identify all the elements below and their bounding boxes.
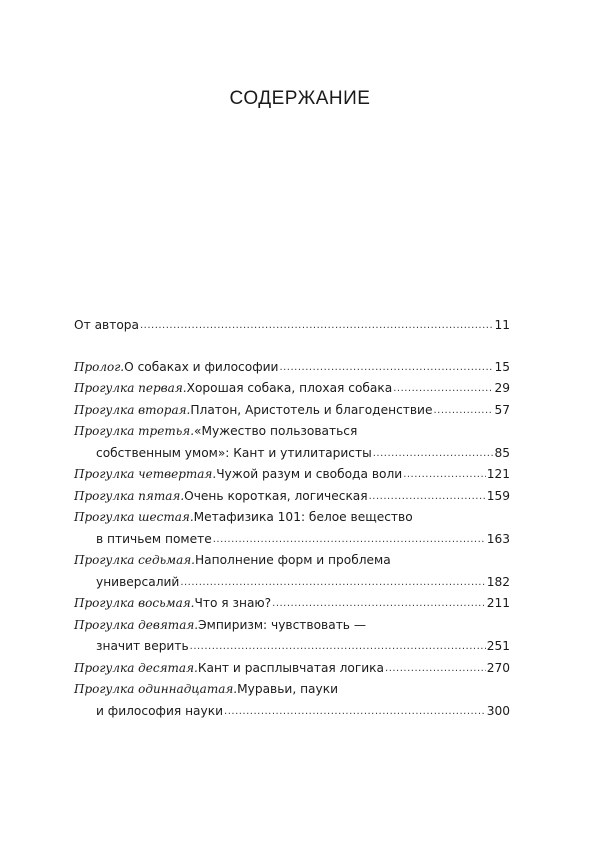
toc-line (74, 421, 510, 443)
toc-entry-walk-1 (74, 378, 510, 400)
toc-page-number: 57 (494, 402, 510, 417)
toc-entry-title: От автора (74, 318, 139, 332)
toc-entry-label: Прогулка десятая. (74, 660, 198, 675)
toc-entry-label: Пролог. (74, 359, 125, 374)
toc-page-number: 251 (486, 639, 510, 653)
toc-page-number: 159 (486, 488, 510, 503)
toc-entry-title: О собаках и философии (124, 359, 279, 374)
toc-entry-label: Прогулка одиннадцатая. (74, 682, 238, 696)
toc-page-number: 29 (494, 381, 510, 395)
toc-entry-walk-4 (74, 464, 510, 486)
toc-entry-title-continued: в птичьем помете (96, 531, 212, 546)
toc-entry-label: Прогулка третья. (74, 424, 195, 438)
toc-entry-walk-10 (74, 658, 510, 680)
toc-entry-title: Метафизика 101: белое вещество (193, 510, 413, 524)
toc-entry-label: Прогулка девятая. (74, 617, 199, 632)
toc-entry-label: Прогулка пятая. (74, 488, 185, 503)
page-title: СОДЕРЖАНИЕ (229, 88, 371, 109)
toc-entry-title-continued: значит верить (96, 639, 189, 653)
dot-leader (140, 315, 494, 337)
toc-line (74, 315, 510, 337)
toc-entry-walk-9 (74, 615, 510, 658)
toc-page-number: 15 (494, 359, 510, 374)
toc-entry-title: Кант и расплывчатая логика (197, 660, 385, 675)
dot-leader (393, 378, 493, 400)
toc-line-continued (74, 529, 510, 551)
dot-leader (385, 658, 486, 680)
dot-leader (279, 357, 493, 379)
toc-line (74, 400, 510, 422)
toc-line (74, 550, 510, 572)
toc-line (74, 507, 510, 529)
dot-leader (272, 593, 486, 615)
toc-entry-title: Что я знаю? (194, 596, 272, 610)
toc-entry-label: Прогулка четвертая. (74, 467, 217, 481)
toc-entry-title: Эмпиризм: чувствовать — (198, 617, 367, 632)
toc-line (74, 679, 510, 701)
toc-entry-title: Чужой разум и свобода воли (216, 467, 403, 481)
toc-entry-title: Муравьи, пауки (237, 682, 339, 696)
dot-leader (373, 443, 494, 465)
toc-entry-label: Прогулка шестая. (74, 510, 194, 524)
toc-line (74, 615, 510, 637)
toc-line (74, 486, 510, 508)
toc-entry-title: Платон, Аристотель и благоденствие (190, 402, 433, 417)
toc-entry-title: «Мужество пользоваться (194, 424, 358, 438)
toc-entry-walk-5 (74, 486, 510, 508)
dot-leader (190, 636, 486, 658)
toc-entry-title-continued: и философия науки (96, 703, 224, 718)
dot-leader (213, 529, 486, 551)
toc-entry-title: Очень короткая, логическая (184, 488, 368, 503)
toc-page-number: 11 (494, 318, 510, 332)
toc-page-number: 85 (494, 445, 510, 460)
toc-page-number: 270 (486, 660, 510, 675)
toc-line (74, 658, 510, 680)
toc-page-number: 182 (486, 574, 510, 589)
toc-line-continued (74, 572, 510, 594)
dot-leader (224, 701, 486, 723)
toc-line-continued (74, 701, 510, 723)
table-of-contents (74, 315, 510, 722)
toc-line-continued (74, 443, 510, 465)
toc-line-continued (74, 636, 510, 658)
toc-entry-author (74, 315, 510, 337)
toc-entry-walk-6 (74, 507, 510, 550)
toc-entry-label: Прогулка вторая. (74, 402, 191, 417)
toc-entry-walk-7 (74, 550, 510, 593)
toc-entry-walk-3 (74, 421, 510, 464)
dot-leader (369, 486, 486, 508)
dot-leader (403, 464, 486, 486)
toc-entry-walk-11 (74, 679, 510, 722)
toc-entry-title: Наполнение форм и проблема (195, 553, 391, 567)
toc-line (74, 357, 510, 379)
dot-leader (433, 400, 493, 422)
toc-entry-title: Хорошая собака, плохая собака (186, 381, 393, 395)
toc-line (74, 593, 510, 615)
toc-entry-title-continued: универсалий (96, 574, 180, 589)
toc-page-number: 121 (486, 467, 510, 481)
toc-entry-label: Прогулка седьмая. (74, 553, 195, 567)
toc-entry-walk-8 (74, 593, 510, 615)
toc-entry-walk-2 (74, 400, 510, 422)
toc-page-number: 300 (486, 703, 510, 718)
toc-entry-label: Прогулка первая. (74, 381, 187, 395)
toc-entry-title-continued: собственным умом»: Кант и утилитаристы (96, 445, 372, 460)
toc-line (74, 378, 510, 400)
dot-leader (180, 572, 485, 594)
toc-page-number: 211 (486, 596, 510, 610)
toc-entry-prologue (74, 357, 510, 379)
toc-line (74, 464, 510, 486)
toc-entry-label: Прогулка восьмая. (74, 596, 195, 610)
toc-page-number: 163 (486, 531, 510, 546)
